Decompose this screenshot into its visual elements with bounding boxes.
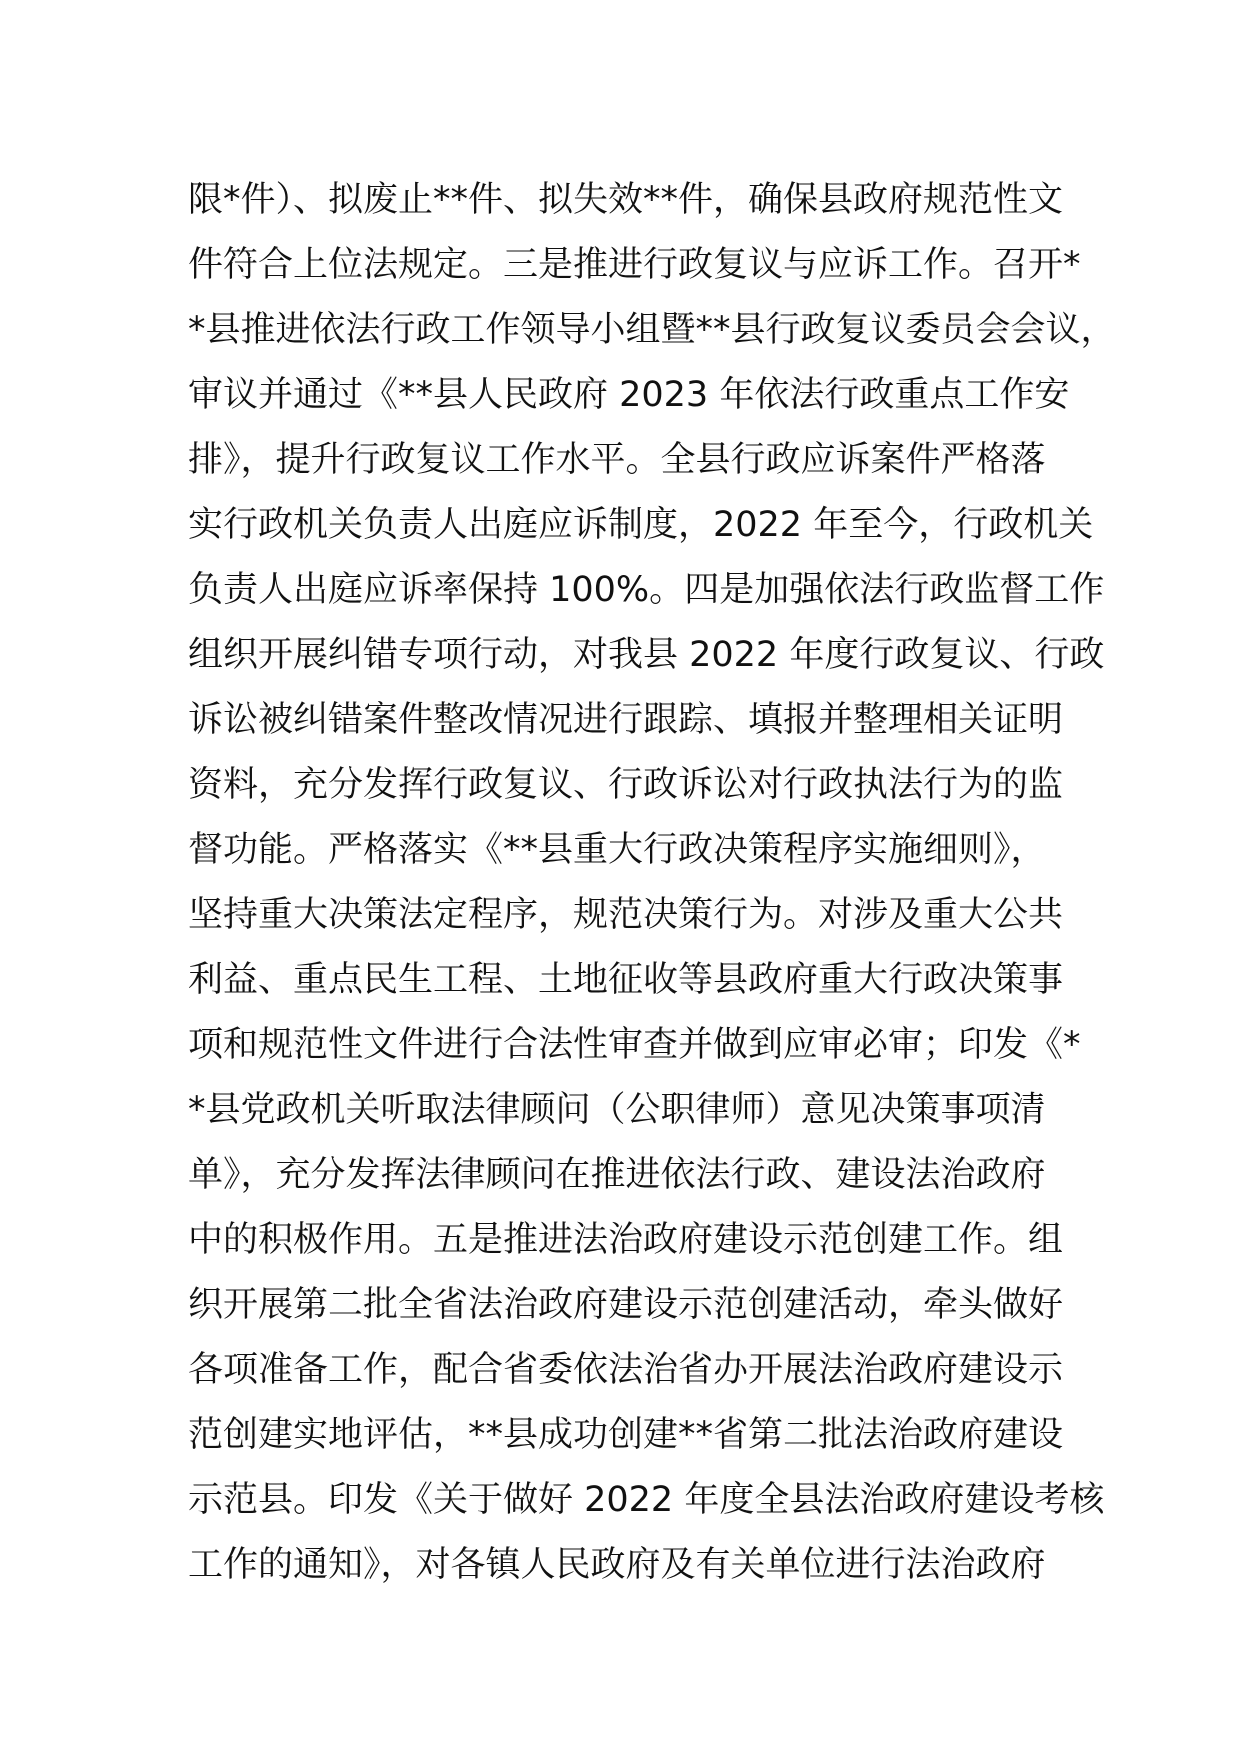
text-line: 工作的通知》，对各镇人民政府及有关单位进行法治政府 (188, 1545, 1046, 1585)
text-line: 示范县。印发《关于做好 2022 年度全县法治政府建设考核 (188, 1480, 1105, 1520)
text-line: *县推进依法行政工作领导小组暨**县行政复议委员会会议， (188, 310, 1116, 350)
text-line: 限*件）、拟废止**件、拟失效**件，确保县政府规范性文 (188, 180, 1064, 220)
text-line: 坚持重大决策法定程序，规范决策行为。对涉及重大公共 (188, 895, 1064, 935)
text-line: *县党政机关听取法律顾问（公职律师）意见决策事项清 (188, 1090, 1046, 1130)
text-line: 织开展第二批全省法治政府建设示范创建活动，牵头做好 (188, 1285, 1064, 1325)
text-line: 实行政机关负责人出庭应诉制度，2022 年至今，行政机关 (188, 505, 1094, 545)
text-line: 排》，提升行政复议工作水平。全县行政应诉案件严格落 (188, 440, 1046, 480)
text-line: 组织开展纠错专项行动，对我县 2022 年度行政复议、行政 (188, 635, 1105, 675)
text-line: 中的积极作用。五是推进法治政府建设示范创建工作。组 (188, 1220, 1064, 1260)
text-line: 范创建实地评估，**县成功创建**省第二批法治政府建设 (188, 1415, 1064, 1455)
text-line: 项和规范性文件进行合法性审查并做到应审必审；印发《* (188, 1025, 1081, 1065)
text-line: 各项准备工作，配合省委依法治省办开展法治政府建设示 (188, 1350, 1064, 1390)
text-line: 督功能。严格落实《**县重大行政决策程序实施细则》， (188, 830, 1046, 870)
text-line: 件符合上位法规定。三是推进行政复议与应诉工作。召开* (188, 245, 1081, 285)
body-text (188, 168, 1116, 1598)
text-line: 审议并通过《**县人民政府 2023 年依法行政重点工作安 (188, 375, 1070, 415)
text-line: 利益、重点民生工程、土地征收等县政府重大行政决策事 (188, 960, 1064, 1000)
text-line: 负责人出庭应诉率保持 100%。四是加强依法行政监督工作 (188, 570, 1105, 610)
text-line: 诉讼被纠错案件整改情况进行跟踪、填报并整理相关证明 (188, 700, 1064, 740)
text-line: 资料，充分发挥行政复议、行政诉讼对行政执法行为的监 (188, 765, 1064, 805)
text-line: 单》，充分发挥法律顾问在推进依法行政、建设法治政府 (188, 1155, 1046, 1195)
